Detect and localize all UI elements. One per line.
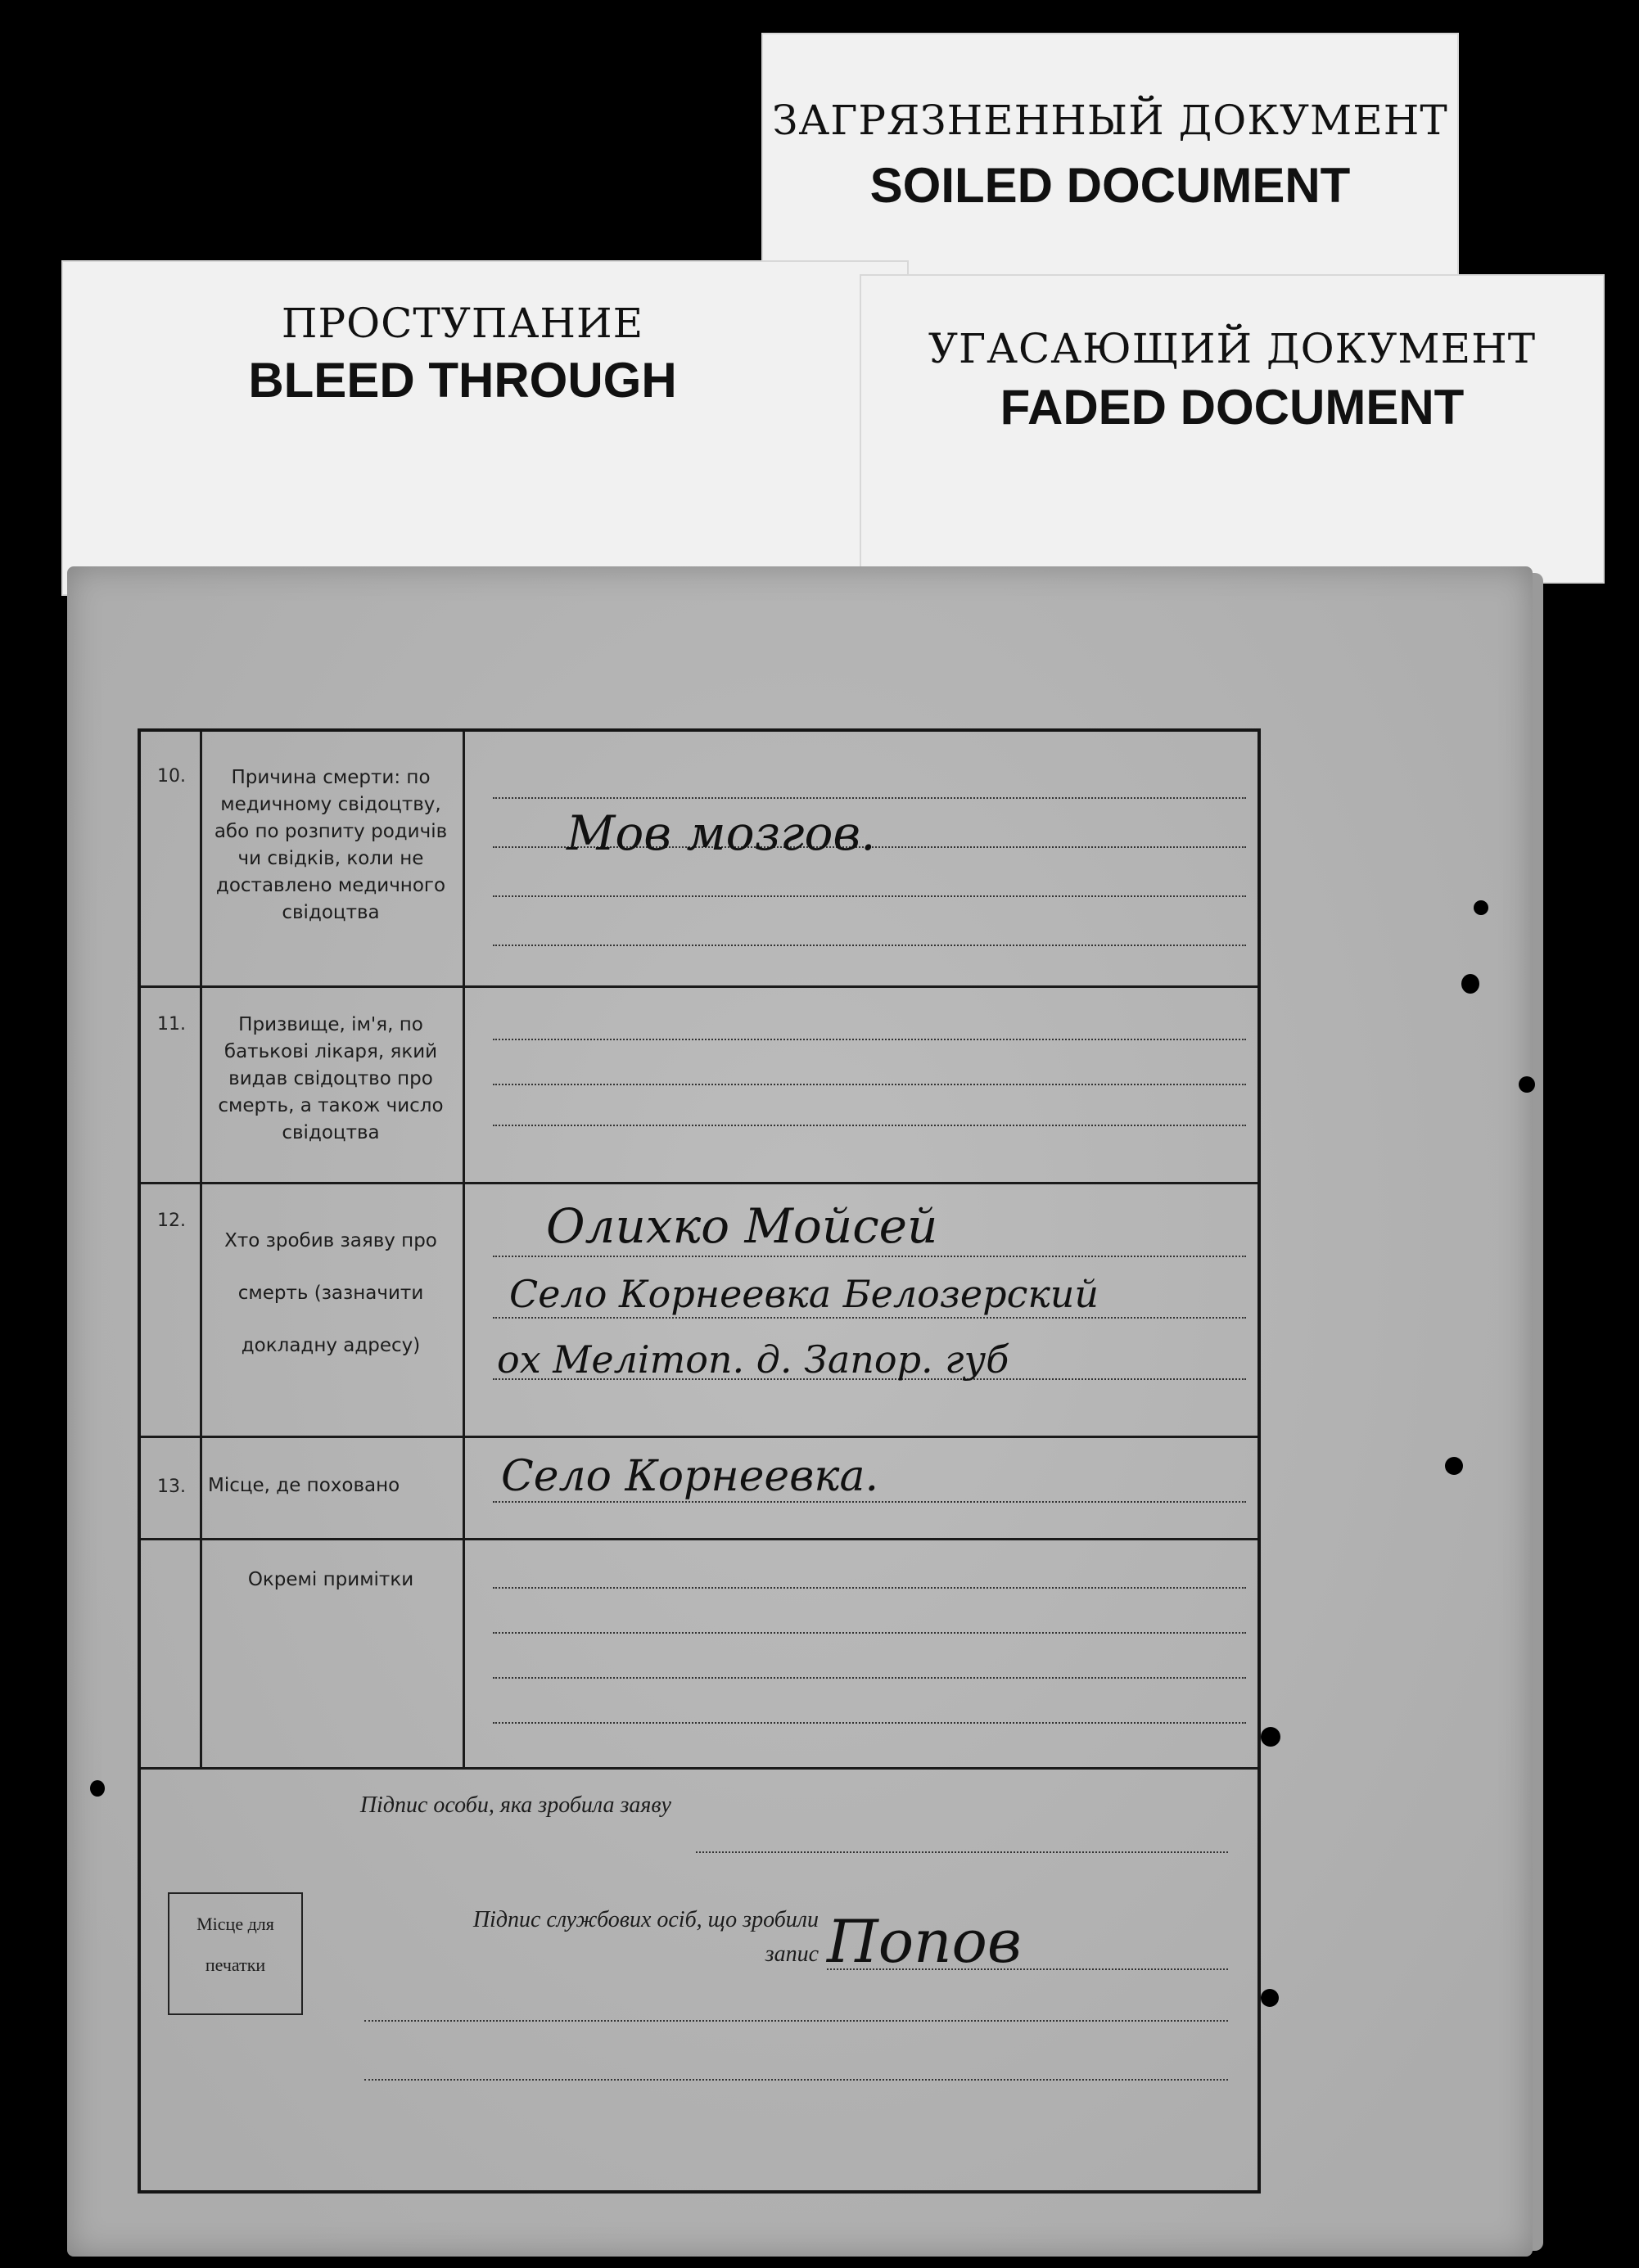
dotted-line: [493, 1722, 1246, 1724]
burial-place-value: Село Корнеевка.: [501, 1452, 878, 1501]
row-number: 11.: [157, 1014, 186, 1035]
row-divider: [141, 985, 1257, 988]
punch-hole: [1461, 974, 1479, 994]
row-divider: [141, 1436, 1257, 1438]
dotted-line: [493, 1587, 1246, 1589]
dotted-line: [493, 1256, 1246, 1257]
bleed-label-en: BLEED THROUGH: [248, 353, 677, 408]
soiled-label-ru: ЗАГРЯЗНЕННЫЙ ДОКУМЕНТ: [772, 97, 1448, 144]
dotted-line: [493, 1039, 1246, 1040]
punch-hole: [1261, 1989, 1279, 2007]
row-divider: [141, 1767, 1257, 1770]
row-label-doctor-name: Призвище, ім'я, по батькові лікаря, який видав свідоцтво про смерть, а також число свідоцтва: [218, 1014, 444, 1143]
row-number: 12.: [157, 1211, 186, 1231]
row-number: 10.: [157, 766, 186, 787]
label-column-divider: [463, 732, 465, 1767]
declarant-village-value: Село Корнеевка Белозерский: [509, 1272, 1099, 1316]
stamp-place-box: Місце для печатки: [168, 1892, 303, 2015]
punch-hole: [1445, 1457, 1463, 1475]
soiled-document-label: [761, 33, 1459, 295]
dotted-line: [493, 1632, 1246, 1634]
row-divider: [141, 1538, 1257, 1540]
dotted-line: [493, 1125, 1246, 1126]
row-label-cause-of-death: Причина смерти: по медичному свідоцтву, або по розпиту родичів чи свідків, коли не доставлено медичного свідоцтва: [214, 767, 448, 923]
faded-label-en: FADED DOCUMENT: [1000, 380, 1465, 435]
dotted-line: [493, 1084, 1246, 1085]
row-number: 13.: [157, 1477, 186, 1497]
cause-of-death-value: Мов мозгов.: [567, 805, 876, 861]
punch-hole: [1474, 900, 1488, 915]
declarant-signature-label: Підпис особи, яка зробила заяву: [359, 1792, 671, 1818]
faded-label-ru: УГАСАЮЩИЙ ДОКУМЕНТ: [928, 325, 1537, 372]
bleed-through-label: [61, 260, 909, 596]
dotted-line: [364, 2079, 1228, 2081]
punch-hole: [1261, 1727, 1280, 1747]
form-table: [138, 728, 1261, 2194]
dotted-line: [493, 1501, 1246, 1503]
dotted-line: [493, 945, 1246, 946]
punch-hole: [1519, 1076, 1535, 1093]
declarant-signature-line: [696, 1851, 1228, 1853]
official-signature-value: Попов: [827, 1907, 1022, 1976]
soiled-label-en: SOILED DOCUMENT: [869, 158, 1351, 213]
declarant-name-value: Олихко Мойсей: [546, 1198, 938, 1254]
row-divider: [141, 1182, 1257, 1184]
row-label-declarant: Хто зробив заяву про смерть (зазначити докладну адресу): [224, 1230, 437, 1356]
row-label-notes: Окремі примітки: [247, 1569, 414, 1590]
faded-document-label: [860, 274, 1605, 584]
declarant-district-value: ох Мелітоп. д. Запор. губ: [497, 1337, 1009, 1382]
bleed-label-ru: ПРОСТУПАНИЕ: [281, 300, 644, 347]
row-label-burial-place: Місце, де поховано: [208, 1475, 400, 1496]
dotted-line: [493, 1677, 1246, 1679]
dotted-line: [364, 2020, 1228, 2022]
dotted-line: [493, 895, 1246, 897]
dotted-line: [493, 1317, 1246, 1319]
number-column-divider: [200, 732, 202, 1767]
officials-signature-label: Підпис службових осіб, що зробили запис: [472, 1907, 819, 1967]
punch-hole: [90, 1780, 105, 1797]
dotted-line: [493, 797, 1246, 799]
